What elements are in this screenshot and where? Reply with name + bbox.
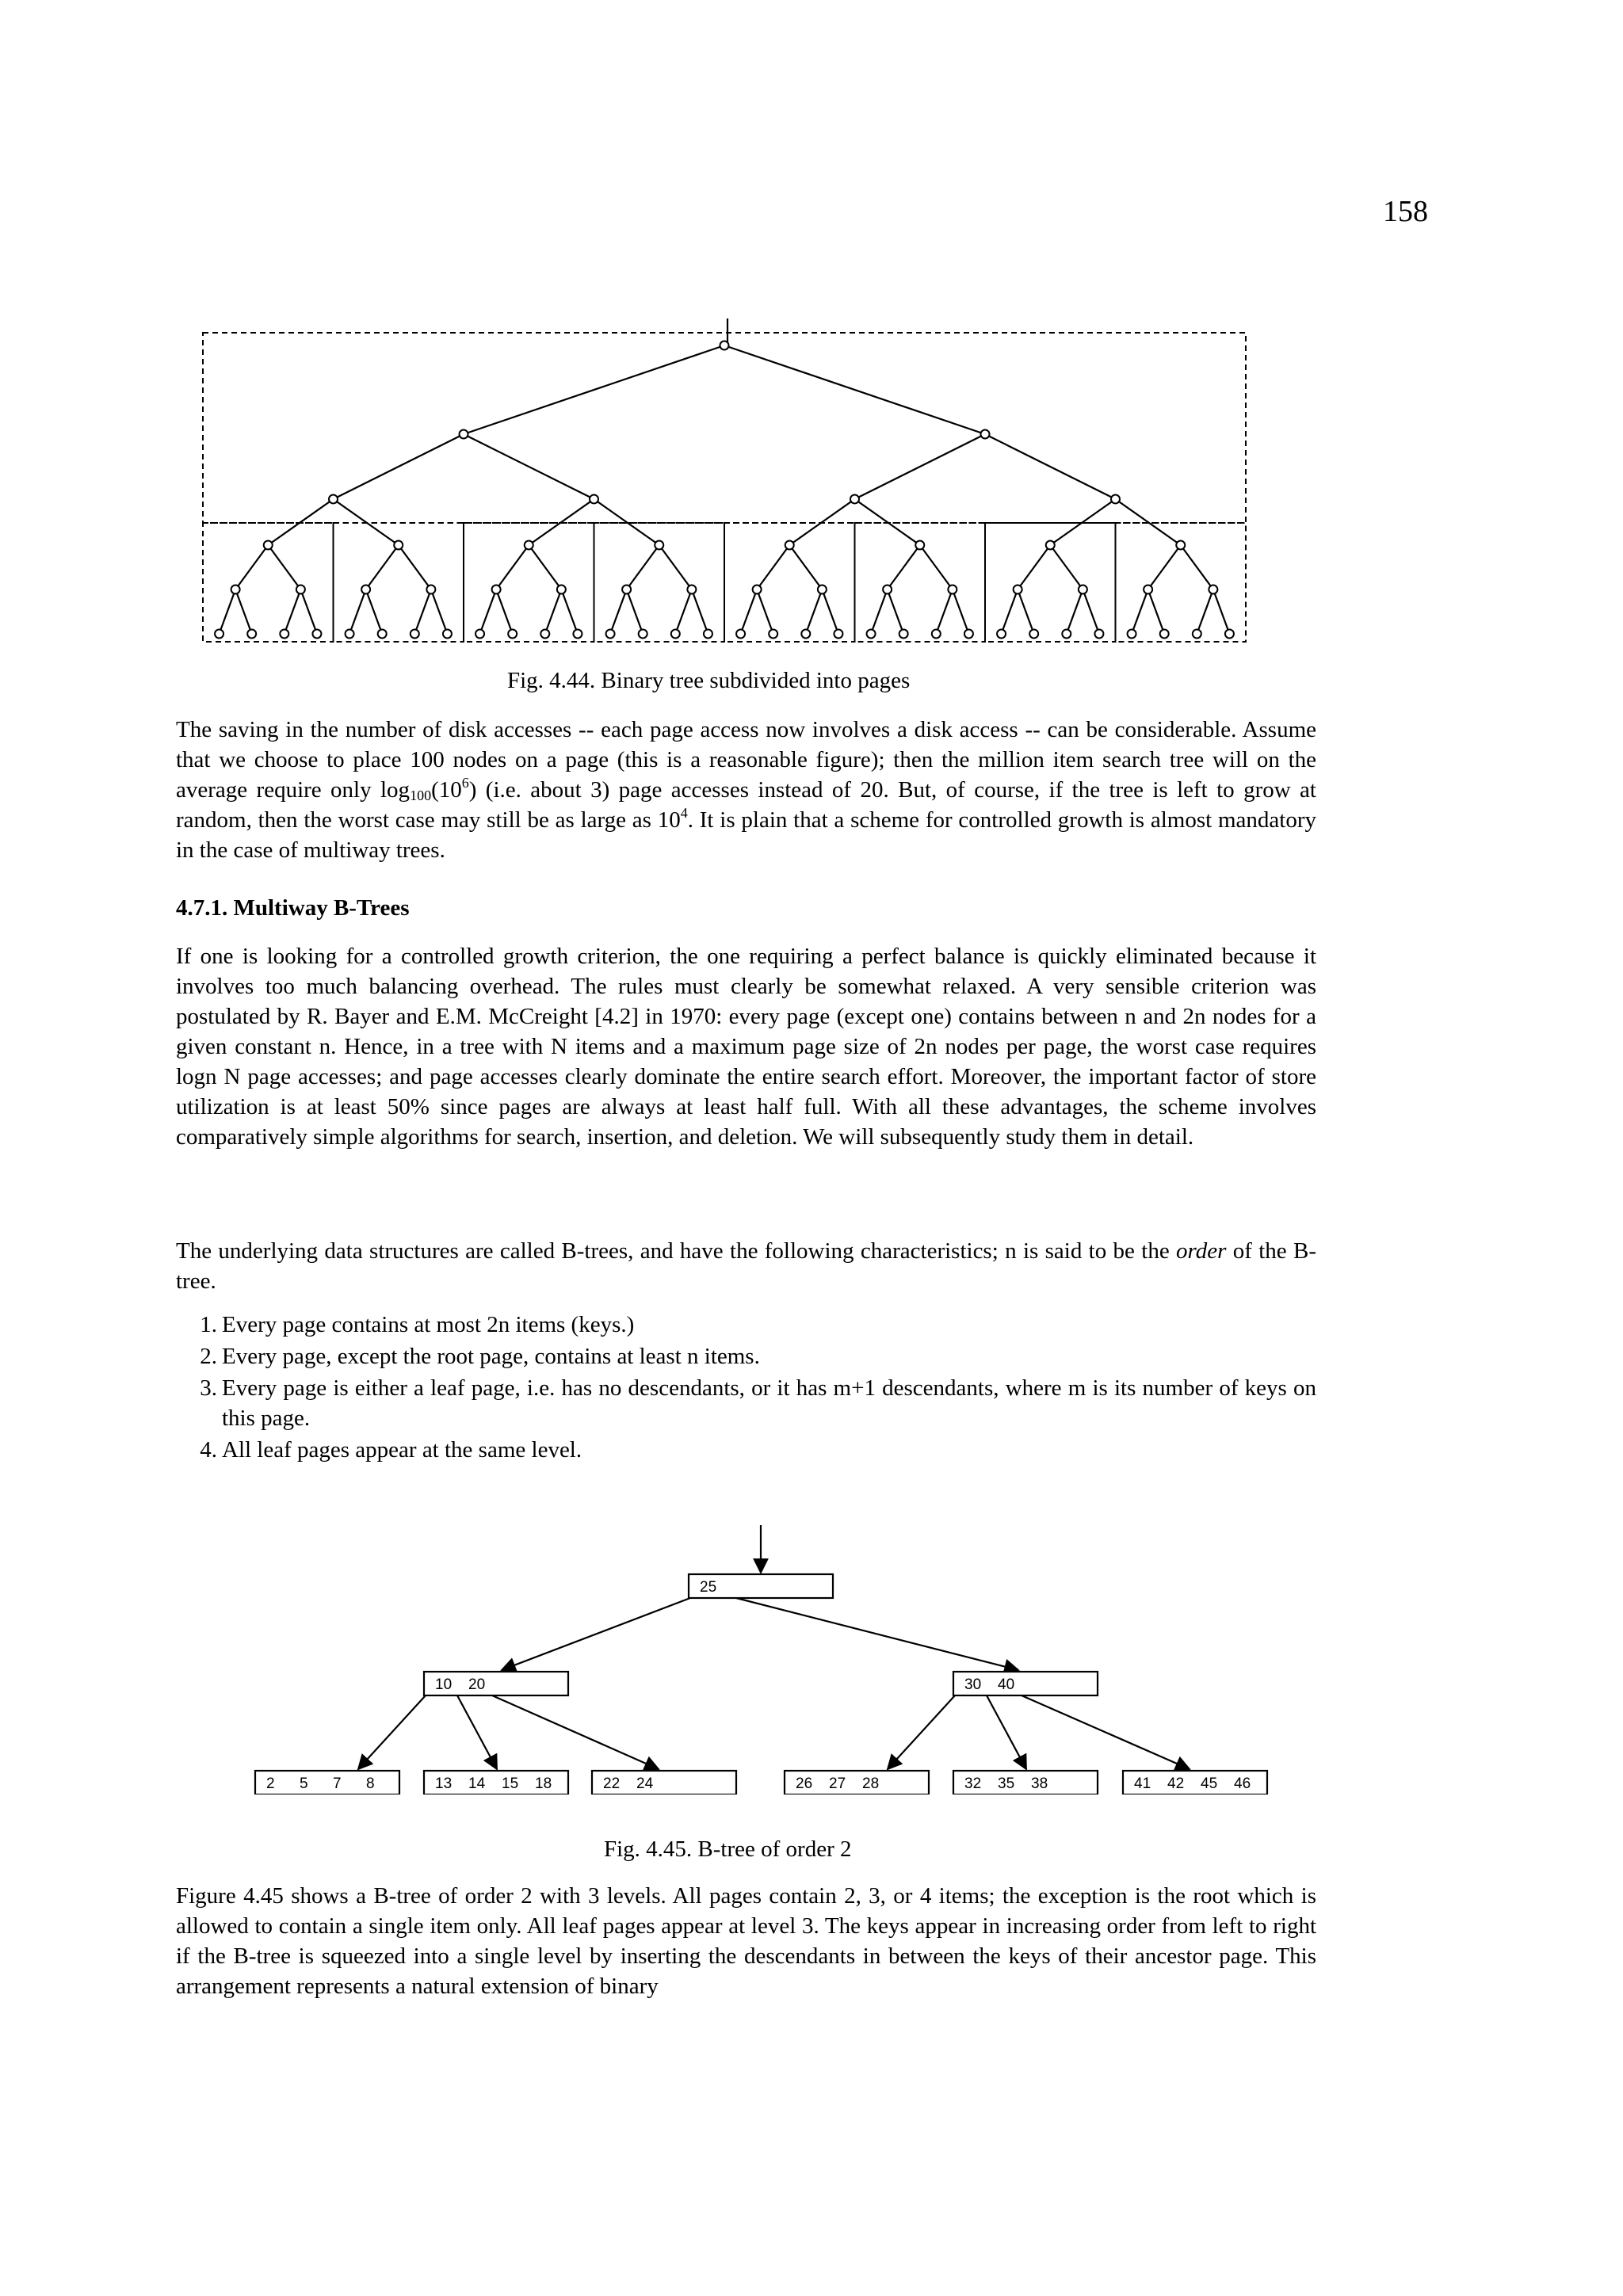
tree-edge (1197, 589, 1213, 634)
b-tree-order-2-diagram (246, 1517, 1276, 1794)
tree-node (818, 585, 827, 594)
emphasis-order: order (1176, 1238, 1227, 1264)
tree-node (525, 541, 533, 550)
page-key: 41 (1134, 1775, 1151, 1792)
tree-node (915, 541, 924, 550)
leaf-page (785, 1771, 929, 1794)
tree-node (639, 630, 647, 639)
figure-4-44-caption: Fig. 4.44. Binary tree subdivided into pages (507, 668, 911, 693)
page-pointer (502, 1598, 690, 1670)
tree-node (704, 630, 712, 639)
list-item (176, 1435, 1316, 1465)
page-key: 27 (829, 1775, 846, 1792)
tree-edge (1132, 589, 1148, 634)
tree-node (850, 495, 859, 504)
tree-edge (1002, 589, 1018, 634)
page-key: 13 (435, 1775, 453, 1792)
page-pointer (1022, 1695, 1190, 1769)
paragraph-text: ) (i.e. about 3) page accesses instead of 20. But, of course, if the tree is left to grow at random, then the worst case may still be as large as 10 (176, 777, 1316, 833)
tree-edge (692, 589, 708, 634)
tree-edge (334, 434, 464, 499)
paragraph-controlled-growth: If one is looking for a controlled growth criterion, the one requiring a perfect balance is quickly eliminated because it involves too much balancing overhead. The rules must clearly be somewhat relaxed. A very sensible criterion was postulated by R. Bayer and E.M. McCreight [4.2] in 1970: every page (except one) contains between n and 2n nodes for a given constant n. Hence, in a tree with N items and a maximum page size of 2n nodes per page, the worst case requires logn N page accesses; and page accesses clearly dominate the entire search effort. Moreover, the important factor of store utilization is at least 50% since pages are always at least half full. With all these advantages, the scheme involves comparatively simple algorithms for search, insertion, and deletion. We will subsequently study them in detail. (176, 944, 1316, 1150)
tree-edge (366, 545, 399, 589)
tree-node (1176, 541, 1185, 550)
tree-node (1225, 630, 1234, 639)
page-key: 2 (266, 1775, 275, 1792)
page-key: 5 (300, 1775, 308, 1792)
tree-edge (627, 545, 659, 589)
tree-edge (789, 499, 854, 545)
tree-edge (496, 545, 529, 589)
tree-edge (235, 589, 252, 634)
page-key: 26 (796, 1775, 813, 1792)
tree-edge (349, 589, 366, 634)
tree-edge (953, 589, 969, 634)
tree-node (1111, 495, 1120, 504)
tree-node (769, 630, 777, 639)
list-number: 1. (200, 1312, 217, 1337)
leaf-page (953, 1771, 1098, 1794)
paragraph-text: The underlying data structures are called B-trees, and have the following characteristics; n is said to be the (176, 1238, 1177, 1264)
tree-node (460, 430, 468, 439)
tree-edge (806, 589, 823, 634)
tree-edge (659, 545, 692, 589)
log-base-subscript: 100 (410, 788, 432, 803)
leaf-page (255, 1771, 399, 1794)
tree-edge (496, 589, 513, 634)
page-key: 28 (862, 1775, 880, 1792)
tree-node (720, 341, 729, 350)
tree-node (508, 630, 517, 639)
tree-node (296, 585, 305, 594)
page-key: 18 (535, 1775, 552, 1792)
tree-node (834, 630, 842, 639)
tree-node (411, 630, 419, 639)
paragraph-text: . It is plain that a scheme for controlled growth is almost mandatory in the case of multiway trees. (176, 807, 1316, 863)
tree-edge (464, 434, 594, 499)
list-text: Every page is either a leaf page, i.e. has no descendants, or it has m+1 descendants, where m is its number of keys on this page. (222, 1375, 1316, 1431)
list-text: Every page, except the root page, contains at least n items. (222, 1344, 760, 1369)
inner-page (953, 1672, 1098, 1695)
tree-edge (1148, 545, 1181, 589)
page-key: 40 (998, 1676, 1015, 1693)
tree-node (540, 630, 549, 639)
tree-node (981, 430, 990, 439)
tree-node (492, 585, 501, 594)
tree-edge (1181, 545, 1213, 589)
tree-node (557, 585, 566, 594)
tree-node (1193, 630, 1201, 639)
tree-edge (871, 589, 888, 634)
tree-edge (757, 545, 789, 589)
tree-edge (399, 545, 431, 589)
tree-node (997, 630, 1006, 639)
page-box (203, 333, 1246, 523)
page-key: 24 (636, 1775, 654, 1792)
paragraph-text: of the B-tree. (176, 1238, 1316, 1294)
binary-tree-pages-diagram (197, 315, 1251, 648)
tree-node (215, 630, 223, 639)
tree-edge (480, 589, 497, 634)
page-key: 42 (1167, 1775, 1185, 1792)
tree-node (932, 630, 941, 639)
tree-node (785, 541, 794, 550)
paragraph-disk-accesses (176, 715, 1316, 865)
exponent-superscript: 4 (680, 805, 688, 821)
tree-node (1144, 585, 1152, 594)
tree-node (801, 630, 810, 639)
tree-edge (822, 589, 838, 634)
tree-node (394, 541, 403, 550)
tree-node (590, 495, 598, 504)
tree-edge (724, 345, 985, 434)
tree-node (1029, 630, 1038, 639)
page-pointer (492, 1695, 659, 1769)
exponent-superscript: 6 (461, 775, 469, 791)
list-number: 4. (200, 1437, 217, 1463)
tree-node (736, 630, 745, 639)
list-text: Every page contains at most 2n items (keys.) (222, 1312, 635, 1337)
tree-edge (888, 545, 920, 589)
tree-edge (1148, 589, 1165, 634)
tree-node (883, 585, 892, 594)
page-key: 45 (1201, 1775, 1218, 1792)
tree-node (687, 585, 696, 594)
tree-edge (985, 434, 1116, 499)
tree-edge (366, 589, 383, 634)
list-item (176, 1373, 1316, 1433)
tree-edge (1050, 545, 1083, 589)
leaf-page (592, 1771, 736, 1794)
tree-edge (431, 589, 448, 634)
tree-edge (235, 545, 268, 589)
section-heading: 4.7.1. Multiway B-Trees (176, 895, 410, 921)
tree-node (426, 585, 435, 594)
page-pointer (457, 1695, 497, 1769)
page-rect (255, 1771, 399, 1794)
tree-node (264, 541, 273, 550)
page-key: 32 (964, 1775, 982, 1792)
tree-edge (741, 589, 758, 634)
tree-node (329, 495, 338, 504)
tree-node (443, 630, 452, 639)
page-key: 30 (964, 1676, 982, 1693)
tree-node (1046, 541, 1055, 550)
paragraph-text: The saving in the number of disk accesses -- each page access now involves a disk access -- can be considerable. Assume that we choose to place 100 nodes on a page (this is a reasonable figure); then the million item search tree will on the average require only log (176, 717, 1316, 803)
page-key: 7 (333, 1775, 342, 1792)
leaf-page (1123, 1771, 1267, 1794)
tree-node (1160, 630, 1169, 639)
tree-node (1128, 630, 1136, 639)
tree-node (573, 630, 582, 639)
tree-edge (1083, 589, 1099, 634)
tree-node (475, 630, 484, 639)
tree-node (1209, 585, 1217, 594)
tree-node (948, 585, 957, 594)
tree-edge (220, 589, 236, 634)
tree-node (622, 585, 631, 594)
page-key: 25 (700, 1579, 717, 1596)
tree-node (361, 585, 370, 594)
tree-node (346, 630, 354, 639)
tree-edge (888, 589, 904, 634)
tree-edge (936, 589, 953, 634)
page-key: 22 (603, 1775, 621, 1792)
tree-edge (464, 345, 724, 434)
tree-edge (545, 589, 562, 634)
tree-edge (268, 545, 300, 589)
tree-edge (529, 545, 561, 589)
page-key: 10 (435, 1676, 453, 1693)
tree-node (753, 585, 762, 594)
paragraph-text: (10 (431, 777, 462, 803)
tree-edge (610, 589, 627, 634)
tree-edge (675, 589, 692, 634)
page-key: 35 (998, 1775, 1015, 1792)
page-pointer (888, 1695, 955, 1769)
tree-node (964, 630, 973, 639)
tree-node (606, 630, 615, 639)
tree-edge (757, 589, 773, 634)
tree-node (378, 630, 387, 639)
list-number: 2. (200, 1344, 217, 1369)
list-item (176, 1341, 1316, 1371)
list-item (176, 1310, 1316, 1340)
tree-node (1079, 585, 1087, 594)
tree-edge (1018, 589, 1034, 634)
tree-node (1094, 630, 1103, 639)
tree-edge (1018, 545, 1050, 589)
tree-node (671, 630, 680, 639)
tree-node (655, 541, 663, 550)
inner-page (424, 1672, 568, 1695)
tree-node (867, 630, 876, 639)
page-key: 8 (366, 1775, 375, 1792)
page-pointer (987, 1695, 1026, 1769)
page-key: 38 (1031, 1775, 1048, 1792)
tree-edge (1067, 589, 1083, 634)
page-number: 158 (1383, 195, 1428, 228)
tree-edge (627, 589, 643, 634)
tree-edge (285, 589, 301, 634)
page-key: 20 (468, 1676, 486, 1693)
page-pointer (736, 1598, 1018, 1670)
tree-edge (855, 434, 986, 499)
page-key: 46 (1234, 1775, 1251, 1792)
tree-edge (1213, 589, 1230, 634)
tree-edge (300, 589, 317, 634)
tree-node (231, 585, 240, 594)
tree-edge (789, 545, 822, 589)
b-tree-rules-list (176, 1310, 1316, 1465)
tree-node (312, 630, 321, 639)
root-page (689, 1574, 833, 1598)
list-number: 3. (200, 1375, 217, 1401)
tree-edge (414, 589, 431, 634)
figure-4-45-caption: Fig. 4.45. B-tree of order 2 (604, 1836, 852, 1862)
tree-node (247, 630, 256, 639)
leaf-page (424, 1771, 568, 1794)
tree-node (280, 630, 288, 639)
paragraph-b-tree-example: Figure 4.45 shows a B-tree of order 2 with 3 levels. All pages contain 2, 3, or 4 items; the exception is the root which is allowed to contain a single item only. All leaf pages appear at level 3. The keys appear in increasing order from left to right if the B-tree is squeezed into a single level by inserting the descendants in between the keys of their ancestor page. This arrangement represents a natural extension of binary (176, 1883, 1316, 1999)
tree-edge (561, 589, 578, 634)
tree-node (1014, 585, 1022, 594)
tree-node (1062, 630, 1071, 639)
list-text: All leaf pages appear at the same level. (222, 1437, 582, 1463)
paragraph-b-tree-definition (176, 1236, 1316, 1296)
tree-edge (920, 545, 953, 589)
tree-node (899, 630, 908, 639)
page-key: 14 (468, 1775, 486, 1792)
page-key: 15 (502, 1775, 519, 1792)
page-pointer (358, 1695, 426, 1769)
